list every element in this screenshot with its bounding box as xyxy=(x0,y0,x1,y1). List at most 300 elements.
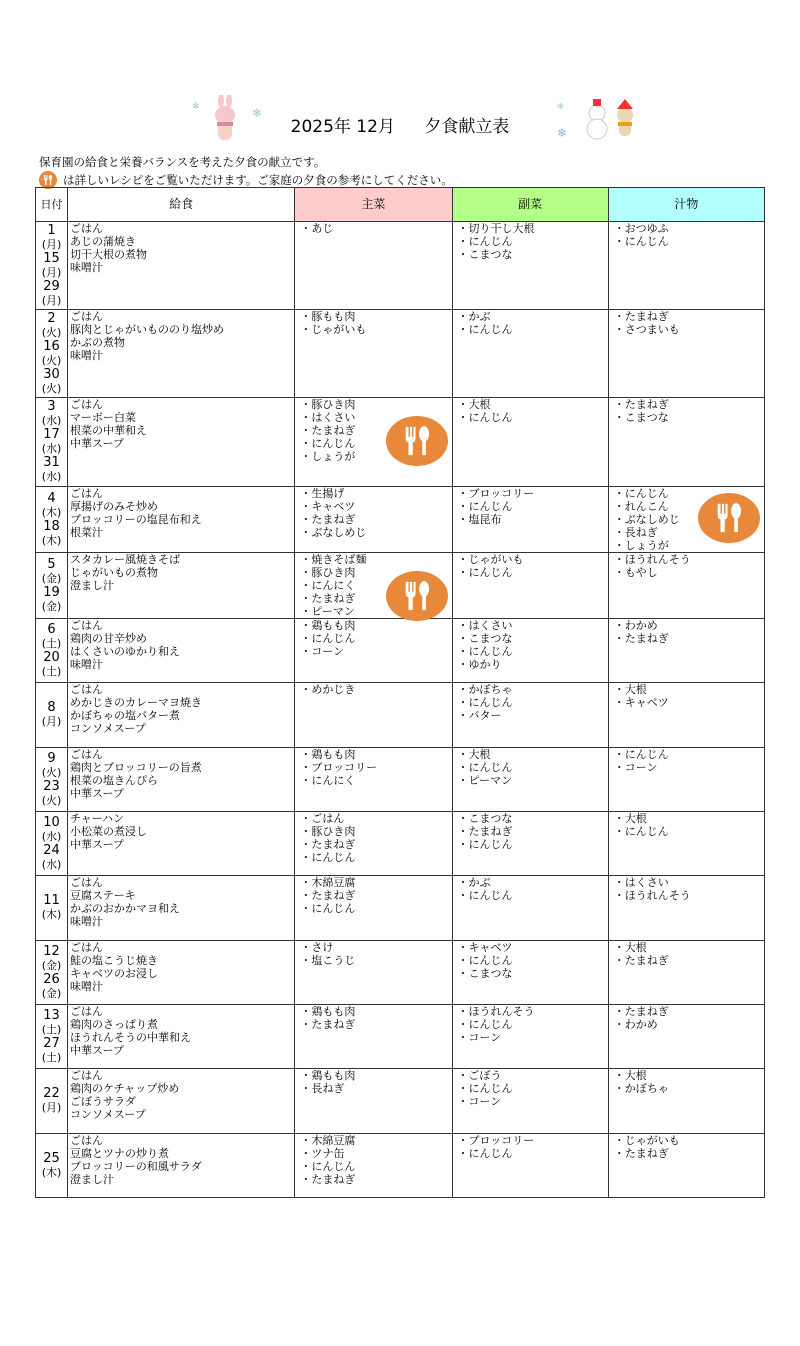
day-number: 22 xyxy=(43,1087,60,1101)
date-cell xyxy=(36,1134,68,1198)
dish-name: 中華スープ xyxy=(70,437,124,450)
table-row xyxy=(36,941,765,1005)
weekday: (土) xyxy=(41,1050,62,1064)
dish-name: ごはん xyxy=(70,748,104,761)
ingredient: ・バター xyxy=(457,709,502,722)
ingredient: ・生揚げ xyxy=(300,487,345,500)
day-number: 16 xyxy=(43,339,60,354)
weekday: (木) xyxy=(41,533,62,547)
ingredient: ・ぶなしめじ xyxy=(300,526,367,539)
dish-name: かぶの煮物 xyxy=(70,336,126,349)
dish-name: キャベツのお浸し xyxy=(70,967,159,980)
dish-name: ごはん xyxy=(70,1134,104,1147)
ingredient: ・塩こうじ xyxy=(300,954,356,967)
main-dish-cell xyxy=(295,619,452,683)
soup-cell xyxy=(608,310,764,398)
ingredient: ・豚もも肉 xyxy=(300,310,356,323)
dish-name: かぼちゃの塩バター煮 xyxy=(70,709,181,722)
weekday: (土) xyxy=(41,664,62,678)
day-number: 23 xyxy=(43,779,60,794)
ingredient: ・にんじん xyxy=(457,1018,513,1031)
ingredient: ・にんじん xyxy=(457,323,513,336)
weekday: (木) xyxy=(41,505,62,519)
table-row xyxy=(36,487,765,553)
ingredient: ・ピーマン xyxy=(457,774,513,787)
ingredient: ・たまねぎ xyxy=(613,398,669,411)
ingredient: ・コーン xyxy=(300,645,345,658)
day-number: 19 xyxy=(43,585,60,600)
dish-name: ごはん xyxy=(70,310,104,323)
weekday: (金) xyxy=(41,986,62,1000)
ingredient: ・ツナ缶 xyxy=(300,1147,345,1160)
side-dish-cell xyxy=(452,1134,608,1198)
weekday: (金) xyxy=(41,958,62,972)
dish-name: コンソメスープ xyxy=(70,722,146,735)
menu-cell xyxy=(68,310,295,398)
ingredient: ・にんじん xyxy=(457,889,513,902)
side-dish-cell xyxy=(452,619,608,683)
main-dish-cell xyxy=(295,553,452,619)
title-year-month: 2025年 12月 xyxy=(290,117,395,137)
side-dish-cell xyxy=(452,812,608,876)
ingredient: ・たまねぎ xyxy=(613,954,669,967)
ingredient: ・にんじん xyxy=(300,902,356,915)
weekday: (金) xyxy=(41,571,62,585)
ingredient: ・にんじん xyxy=(457,566,513,579)
ingredient: ・じゃがいも xyxy=(613,1134,680,1147)
day-number: 29 xyxy=(43,279,60,294)
soup-cell xyxy=(608,876,764,941)
soup-cell xyxy=(608,487,764,553)
day-number: 2 xyxy=(47,311,56,326)
dish-name: 根菜の中華和え xyxy=(70,424,148,437)
weekday: (水) xyxy=(41,414,62,427)
side-dish-cell xyxy=(452,310,608,398)
menu-cell xyxy=(68,748,295,812)
intro-legend-text: は詳しいレシピをご覧いただけます。ご家庭の夕食の参考にしてください。 xyxy=(63,173,453,187)
ingredient: ・コーン xyxy=(457,1031,502,1044)
header-menu: 給食 xyxy=(68,188,295,222)
menu-cell xyxy=(68,876,295,941)
dish-name: 鮭の塩こうじ焼き xyxy=(70,954,159,967)
day-number: 15 xyxy=(43,251,60,266)
main-dish-cell xyxy=(295,310,452,398)
ingredient: ・さつまいも xyxy=(613,323,680,336)
side-dish-cell xyxy=(452,748,608,812)
dish-name: あじの蒲焼き xyxy=(70,235,137,248)
menu-cell xyxy=(68,619,295,683)
dish-name: 味噌汁 xyxy=(70,261,104,274)
date-cell xyxy=(36,487,68,553)
weekday: (月) xyxy=(41,265,62,279)
table-row xyxy=(36,1134,765,1198)
ingredient: ・ほうれんそう xyxy=(613,553,691,566)
dish-name: じゃがいもの煮物 xyxy=(70,566,159,579)
day-number: 8 xyxy=(47,701,56,715)
day-number: 6 xyxy=(47,622,56,637)
ingredient: ・しょうが xyxy=(613,539,669,552)
table-row xyxy=(36,876,765,941)
ingredient: ・にんじん xyxy=(300,1160,356,1173)
soup-cell xyxy=(608,683,764,748)
side-dish-cell xyxy=(452,487,608,553)
ingredient: ・にんじん xyxy=(457,1147,513,1160)
weekday: (火) xyxy=(41,353,62,367)
dish-name: ブロッコリーの和風サラダ xyxy=(70,1160,202,1173)
weekday: (水) xyxy=(41,470,62,483)
main-dish-cell xyxy=(295,748,452,812)
dish-name: 味噌汁 xyxy=(70,658,104,671)
ingredient: ・豚ひき肉 xyxy=(300,825,356,838)
dish-name: ごはん xyxy=(70,683,104,696)
svg-text:❄: ❄ xyxy=(252,106,263,120)
ingredient: ・たまねぎ xyxy=(457,825,513,838)
dish-name: 澄まし汁 xyxy=(70,1173,115,1186)
table-row xyxy=(36,683,765,748)
menu-cell xyxy=(68,941,295,1005)
ingredient: ・大根 xyxy=(613,941,647,954)
weekday: (金) xyxy=(41,599,62,613)
soup-cell xyxy=(608,1134,764,1198)
ingredient: ・塩昆布 xyxy=(457,513,502,526)
day-number: 9 xyxy=(47,751,56,766)
dish-name: 味噌汁 xyxy=(70,980,104,993)
ingredient: ・こまつな xyxy=(457,248,513,261)
ingredient: ・木綿豆腐 xyxy=(300,876,356,889)
ingredient: ・たまねぎ xyxy=(300,1018,356,1031)
day-number: 13 xyxy=(43,1008,60,1023)
dish-name: 味噌汁 xyxy=(70,349,104,362)
ingredient: ・たまねぎ xyxy=(613,310,669,323)
weekday: (月) xyxy=(41,237,62,251)
ingredient: ・にんじん xyxy=(457,954,513,967)
day-number: 4 xyxy=(47,491,56,506)
weekday: (土) xyxy=(41,1022,62,1036)
weekday: (土) xyxy=(41,636,62,650)
table-row xyxy=(36,1069,765,1134)
ingredient: ・たまねぎ xyxy=(300,592,356,605)
ingredient: ・にんじん xyxy=(457,696,513,709)
dish-name: 味噌汁 xyxy=(70,915,104,928)
dish-name: ごはん xyxy=(70,398,104,411)
ingredient: ・こまつな xyxy=(457,967,513,980)
ingredient: ・にんじん xyxy=(300,437,356,450)
date-cell xyxy=(36,1069,68,1134)
fork-spoon-icon[interactable] xyxy=(386,571,448,621)
menu-cell xyxy=(68,812,295,876)
date-cell xyxy=(36,683,68,748)
ingredient: ・切り干し大根 xyxy=(457,222,535,235)
weekday: (木) xyxy=(41,908,62,921)
menu-cell xyxy=(68,487,295,553)
ingredient: ・ブロッコリー xyxy=(457,487,535,500)
dish-name: 小松菜の煮浸し xyxy=(70,825,148,838)
dish-name: 厚揚げのみそ炒め xyxy=(70,500,159,513)
soup-cell xyxy=(608,222,764,310)
ingredient: ・キャベツ xyxy=(613,696,669,709)
ingredient: ・にんじん xyxy=(457,645,513,658)
main-dish-cell xyxy=(295,876,452,941)
ingredient: ・大根 xyxy=(457,398,491,411)
ingredient: ・鶏もも肉 xyxy=(300,748,356,761)
ingredient: ・れんこん xyxy=(613,500,669,513)
ingredient: ・たまねぎ xyxy=(300,838,356,851)
dish-name: 根菜の塩きんぴら xyxy=(70,774,159,787)
table-row xyxy=(36,553,765,619)
day-number: 5 xyxy=(47,557,56,572)
dish-name: ごはん xyxy=(70,941,104,954)
menu-cell xyxy=(68,1005,295,1069)
weekday: (水) xyxy=(41,857,62,871)
soup-cell xyxy=(608,941,764,1005)
dish-name: 澄まし汁 xyxy=(70,579,115,592)
side-dish-cell xyxy=(452,683,608,748)
weekday: (火) xyxy=(41,793,62,807)
main-dish-cell xyxy=(295,1005,452,1069)
dish-name: 鶏肉の甘辛炒め xyxy=(70,632,148,645)
ingredient: ・長ねぎ xyxy=(613,526,658,539)
date-cell xyxy=(36,748,68,812)
table-header-row xyxy=(36,188,765,222)
menu-cell xyxy=(68,553,295,619)
ingredient: ・ぶなしめじ xyxy=(613,513,680,526)
ingredient: ・にんじん xyxy=(457,411,513,424)
dish-name: 切干大根の煮物 xyxy=(70,248,148,261)
soup-cell xyxy=(608,398,764,487)
side-dish-cell xyxy=(452,876,608,941)
ingredient: ・コーン xyxy=(457,1095,502,1108)
ingredient: ・わかめ xyxy=(613,619,658,632)
ingredient: ・豚ひき肉 xyxy=(300,398,356,411)
dish-name: コンソメスープ xyxy=(70,1108,146,1121)
ingredient: ・かぼちゃ xyxy=(457,683,513,696)
day-number: 26 xyxy=(43,972,60,987)
dish-name: 根菜汁 xyxy=(70,526,104,539)
ingredient: ・鶏もも肉 xyxy=(300,1069,356,1082)
date-cell xyxy=(36,398,68,487)
weekday: (火) xyxy=(41,765,62,779)
side-dish-cell xyxy=(452,222,608,310)
ingredient: ・にんじん xyxy=(457,1082,513,1095)
table-row xyxy=(36,748,765,812)
weekday: (火) xyxy=(41,381,62,395)
dish-name: ごはん xyxy=(70,619,104,632)
day-number: 11 xyxy=(43,894,60,908)
ingredient: ・焼きそば麺 xyxy=(300,553,367,566)
weekday: (木) xyxy=(41,1165,62,1179)
ingredient: ・たまねぎ xyxy=(300,513,356,526)
dish-name: 豚肉とじゃがいもののり塩炒め xyxy=(70,323,225,336)
ingredient: ・たまねぎ xyxy=(300,1173,356,1186)
dish-name: ごはん xyxy=(70,487,104,500)
ingredient: ・キャベツ xyxy=(300,500,356,513)
table-row xyxy=(36,222,765,310)
main-dish-cell xyxy=(295,222,452,310)
weekday: (月) xyxy=(41,715,62,728)
main-dish-cell xyxy=(295,1134,452,1198)
dish-name: マーボー白菜 xyxy=(70,411,137,424)
ingredient: ・鶏もも肉 xyxy=(300,1005,356,1018)
main-dish-cell xyxy=(295,683,452,748)
header-soup: 汁物 xyxy=(608,188,764,222)
ingredient: ・ブロッコリー xyxy=(300,761,378,774)
ingredient: ・ゆかり xyxy=(457,658,502,671)
ingredient: ・ブロッコリー xyxy=(457,1134,535,1147)
weekday: (水) xyxy=(41,442,62,455)
ingredient: ・たまねぎ xyxy=(300,424,356,437)
header-main-dish: 主菜 xyxy=(295,188,452,222)
ingredient: ・にんじん xyxy=(457,761,513,774)
ingredient: ・たまねぎ xyxy=(613,632,669,645)
ingredient: ・たまねぎ xyxy=(300,889,356,902)
ingredient: ・こまつな xyxy=(457,812,513,825)
weekday: (月) xyxy=(41,1101,62,1114)
side-dish-cell xyxy=(452,398,608,487)
dish-name: チャーハン xyxy=(70,812,125,825)
date-cell xyxy=(36,310,68,398)
ingredient: ・にんじん xyxy=(300,632,356,645)
date-cell xyxy=(36,876,68,941)
dish-name: 鶏肉のケチャップ炒め xyxy=(70,1082,180,1095)
ingredient: ・しょうが xyxy=(300,450,356,463)
menu-cell xyxy=(68,398,295,487)
ingredient: ・はくさい xyxy=(300,411,356,424)
main-dish-cell xyxy=(295,398,452,487)
ingredient: ・大根 xyxy=(613,683,647,696)
day-number: 30 xyxy=(43,367,60,382)
ingredient: ・ごはん xyxy=(300,812,345,825)
ingredient: ・たまねぎ xyxy=(613,1005,669,1018)
dish-name: ごはん xyxy=(70,1069,104,1082)
dish-name: 中華スープ xyxy=(70,838,124,851)
soup-cell xyxy=(608,1005,764,1069)
menu-cell xyxy=(68,1069,295,1134)
soup-cell xyxy=(608,812,764,876)
main-dish-cell xyxy=(295,941,452,1005)
menu-cell xyxy=(68,222,295,310)
date-cell xyxy=(36,941,68,1005)
soup-cell xyxy=(608,748,764,812)
ingredient: ・コーン xyxy=(613,761,658,774)
ingredient: ・大根 xyxy=(613,1069,647,1082)
ingredient: ・にんじん xyxy=(300,851,356,864)
dish-name: ごはん xyxy=(70,876,104,889)
dish-name: ごはん xyxy=(70,1005,104,1018)
day-number: 18 xyxy=(43,519,60,534)
header-date: 日付 xyxy=(36,188,68,222)
ingredient: ・にんじん xyxy=(613,825,669,838)
day-number: 25 xyxy=(43,1151,60,1166)
ingredient: ・にんじん xyxy=(613,487,669,500)
table-row xyxy=(36,398,765,487)
menu-table xyxy=(35,187,765,1198)
dish-name: ブロッコリーの塩昆布和え xyxy=(70,513,202,526)
fork-spoon-icon[interactable] xyxy=(698,493,760,543)
table-row xyxy=(36,619,765,683)
ingredient: ・かぶ xyxy=(457,876,491,889)
menu-cell xyxy=(68,1134,295,1198)
ingredient: ・かぶ xyxy=(457,310,491,323)
day-number: 3 xyxy=(47,400,56,414)
ingredient: ・にんじん xyxy=(457,838,513,851)
ingredient: ・ほうれんそう xyxy=(457,1005,535,1018)
ingredient: ・にんじん xyxy=(457,500,513,513)
dish-name: はくさいのゆかり和え xyxy=(70,645,181,658)
title-name: 夕食献立表 xyxy=(424,117,510,137)
table-row xyxy=(36,310,765,398)
soup-cell xyxy=(608,619,764,683)
fork-spoon-icon[interactable] xyxy=(386,416,448,466)
side-dish-cell xyxy=(452,1005,608,1069)
dish-name: 中華スープ xyxy=(70,787,124,800)
ingredient: ・にんにく xyxy=(300,579,356,592)
ingredient: ・わかめ xyxy=(613,1018,658,1031)
header-side-dish: 副菜 xyxy=(452,188,608,222)
day-number: 20 xyxy=(43,650,60,665)
ingredient: ・じゃがいも xyxy=(300,323,367,336)
ingredient: ・にんじん xyxy=(457,235,513,248)
ingredient: ・はくさい xyxy=(613,876,669,889)
ingredient: ・おつゆふ xyxy=(613,222,669,235)
table-row xyxy=(36,1005,765,1069)
dish-name: かぶのおかかマヨ和え xyxy=(70,902,181,915)
ingredient: ・はくさい xyxy=(457,619,513,632)
dish-name: スタカレー風焼きそば xyxy=(70,553,181,566)
dish-name: ごはん xyxy=(70,222,104,235)
day-number: 27 xyxy=(43,1036,60,1051)
side-dish-cell xyxy=(452,553,608,619)
ingredient: ・じゃがいも xyxy=(457,553,524,566)
dish-name: 鶏肉のさっぱり煮 xyxy=(70,1018,159,1031)
day-number: 10 xyxy=(43,815,60,830)
table-row xyxy=(36,812,765,876)
main-dish-cell xyxy=(295,487,452,553)
ingredient: ・キャベツ xyxy=(457,941,513,954)
ingredient: ・長ねぎ xyxy=(300,1082,345,1095)
weekday: (月) xyxy=(41,293,62,307)
ingredient: ・こまつな xyxy=(457,632,513,645)
svg-text:❄: ❄ xyxy=(557,126,568,140)
dish-name: 豆腐ステーキ xyxy=(70,889,136,902)
ingredient: ・にんじん xyxy=(613,748,669,761)
weekday: (水) xyxy=(41,829,62,843)
page-title xyxy=(0,112,800,137)
menu-cell xyxy=(68,683,295,748)
date-cell xyxy=(36,619,68,683)
svg-text:✻: ✻ xyxy=(557,102,564,111)
dish-name: めかじきのカレーマヨ焼き xyxy=(70,696,203,709)
date-cell xyxy=(36,1005,68,1069)
dish-name: 鶏肉とブロッコリーの旨煮 xyxy=(70,761,202,774)
ingredient: ・たまねぎ xyxy=(613,1147,669,1160)
svg-text:✻: ✻ xyxy=(192,102,200,112)
date-cell xyxy=(36,553,68,619)
day-number: 31 xyxy=(43,456,60,470)
main-dish-cell xyxy=(295,1069,452,1134)
ingredient: ・にんにく xyxy=(300,774,356,787)
date-cell xyxy=(36,812,68,876)
ingredient: ・もやし xyxy=(613,566,658,579)
ingredient: ・鶏もも肉 xyxy=(300,619,356,632)
weekday: (火) xyxy=(41,325,62,339)
side-dish-cell xyxy=(452,941,608,1005)
dish-name: ごぼうサラダ xyxy=(70,1095,136,1108)
ingredient: ・木綿豆腐 xyxy=(300,1134,356,1147)
soup-cell xyxy=(608,1069,764,1134)
ingredient: ・ほうれんそう xyxy=(613,889,691,902)
intro-text: 保育園の給食と栄養バランスを考えた夕食の献立です。 xyxy=(39,155,326,169)
ingredient: ・めかじき xyxy=(300,683,356,696)
